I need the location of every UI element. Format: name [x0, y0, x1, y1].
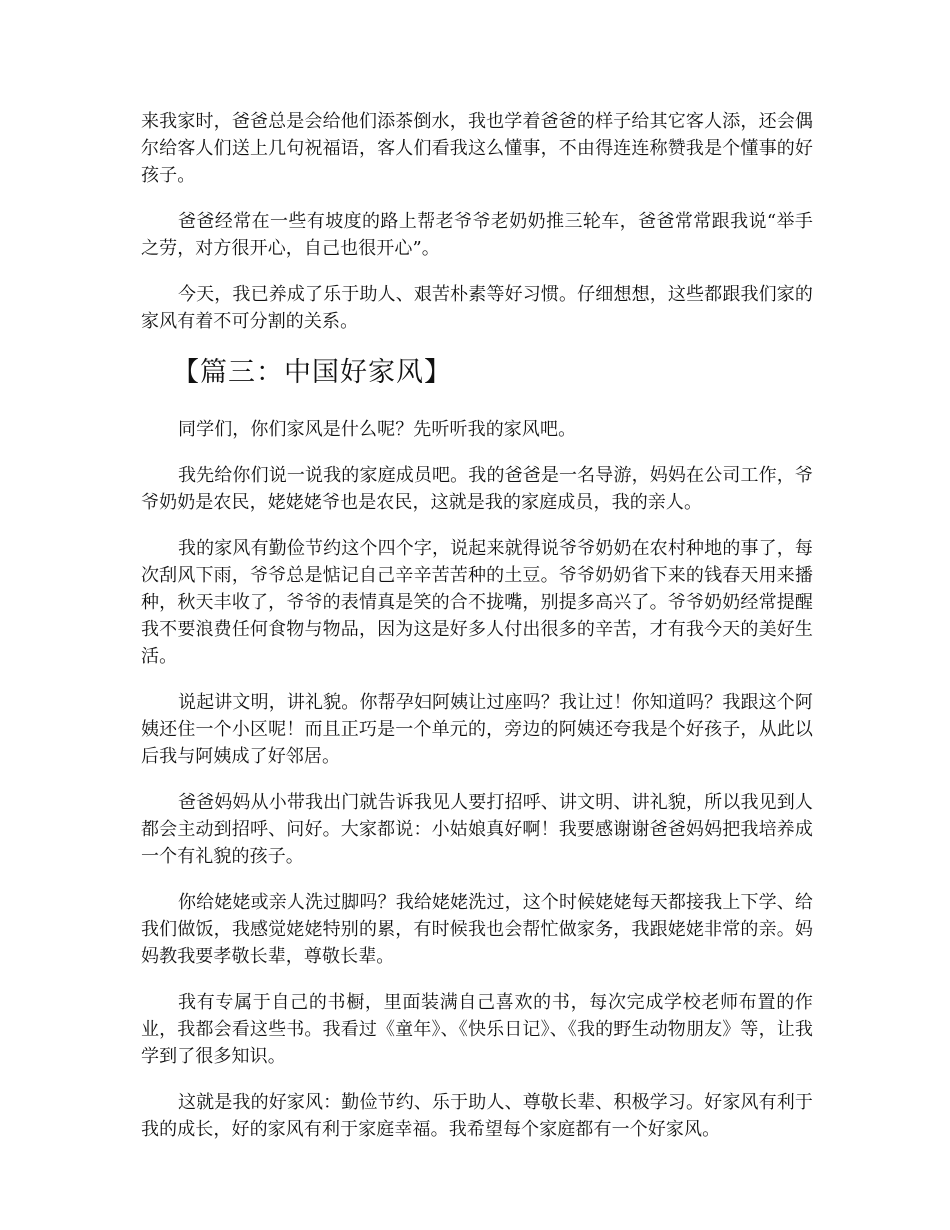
paragraph-continuation: 来我家时，爸爸总是会给他们添茶倒水，我也学着爸爸的样子给其它客人添，还会偶尔给客人们送上几句祝福语，客人们看我这么懂事，不由得连连称赞我是个懂事的好孩子。 [141, 111, 813, 186]
section-heading: 【篇三：中国好家风】 [172, 357, 452, 388]
document-body [141, 108, 813, 1162]
paragraph: 我的家风有勤俭节约这个四个字，说起来就得说爷爷奶奶在农村种地的事了，每次刮风下雨，爷爷总是惦记自己辛辛苦苦种的土豆。爷爷奶奶省下来的钱春天用来播种，秋天丰收了，爷爷的表情真是笑的合不拢嘴，别提多高兴了。爷爷奶奶经常提醒我不要浪费任何食物与物品，因为这是好多人付出很多的辛苦，才有我今天的美好生活。 [141, 538, 813, 667]
paragraph: 你给姥姥或亲人洗过脚吗？我给姥姥洗过，这个时候姥姥每天都接我上下学、给我们做饭，我感觉姥姥特别的累，有时候我也会帮忙做家务，我跟姥姥非常的亲。妈妈教我要孝敬长辈，尊敬长辈。 [141, 892, 813, 967]
paragraph: 我有专属于自己的书橱，里面装满自己喜欢的书，每次完成学校老师布置的作业，我都会看这些书。我看过《童年》、《快乐日记》、《我的野生动物朋友》等，让我学到了很多知识。 [141, 992, 813, 1067]
paragraph: 爸爸经常在一些有坡度的路上帮老爷爷老奶奶推三轮车，爸爸常常跟我说“举手之劳，对方很开心，自己也很开心”。 [141, 211, 813, 259]
paragraph: 爸爸妈妈从小带我出门就告诉我见人要打招呼、讲文明、讲礼貌，所以我见到人都会主动到招呼、问好。大家都说：小姑娘真好啊！我要感谢谢爸爸妈妈把我培养成一个有礼貌的孩子。 [141, 792, 813, 867]
paragraph: 我先给你们说一说我的家庭成员吧。我的爸爸是一名导游，妈妈在公司工作，爷爷奶奶是农民，姥姥姥爷也是农民，这就是我的家庭成员，我的亲人。 [141, 465, 813, 513]
paragraph: 今天，我已养成了乐于助人、艰苦朴素等好习惯。仔细想想，这些都跟我们家的家风有着不可分割的关系。 [141, 284, 813, 332]
paragraph: 同学们，你们家风是什么呢？先听听我的家风吧。 [178, 419, 577, 440]
paragraph: 说起讲文明，讲礼貌。你帮孕妇阿姨让过座吗？我让过！你知道吗？我跟这个阿姨还住一个小区呢！而且正巧是一个单元的，旁边的阿姨还夸我是个好孩子，从此以后我与阿姨成了好邻居。 [141, 692, 813, 767]
paragraph: 这就是我的好家风：勤俭节约、乐于助人、尊敬长辈、积极学习。好家风有利于我的成长，好的家风有利于家庭幸福。我希望每个家庭都有一个好家风。 [141, 1092, 813, 1140]
